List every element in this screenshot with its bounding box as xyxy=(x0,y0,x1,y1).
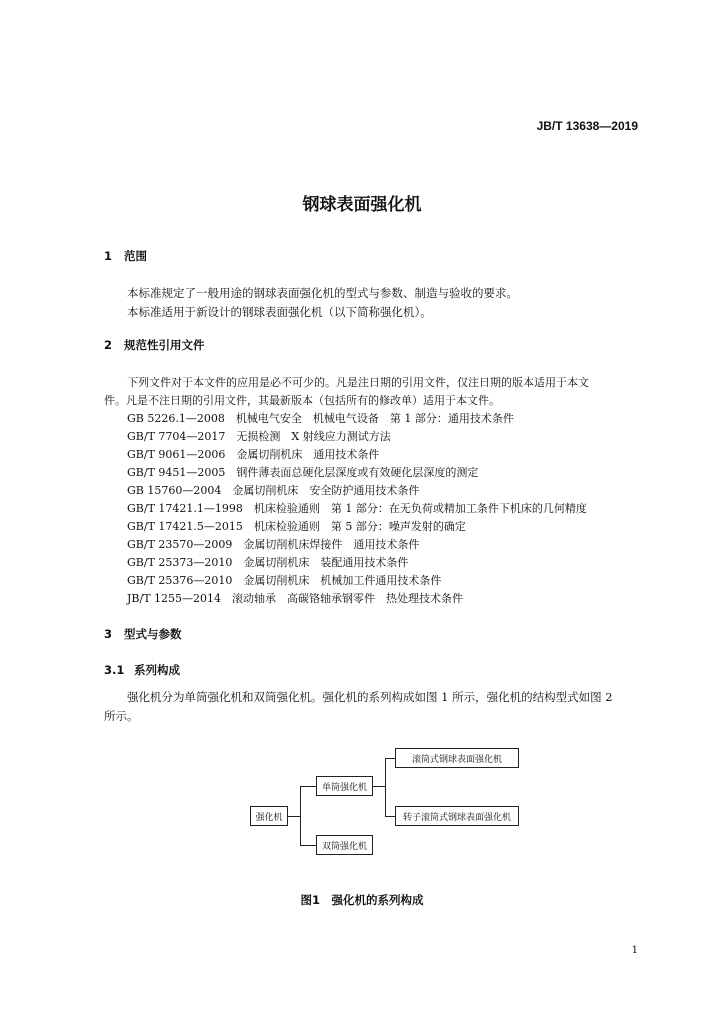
reference-item: GB/T 25373—2010 金属切削机床 装配通用技术条件 xyxy=(127,556,409,569)
section-2-intro-line-1: 下列文件对于本文件的应用是必不可少的。凡是注日期的引用文件，仅注日期的版本适用于本文 xyxy=(127,376,589,389)
section-1-heading xyxy=(104,248,147,264)
reference-item: GB/T 23570—2009 金属切削机床焊接件 通用技术条件 xyxy=(127,538,420,551)
connector-line xyxy=(300,786,316,787)
section-1-paragraph-1: 本标准规定了一般用途的钢球表面强化机的型式与参数、制造与验收的要求。 xyxy=(127,286,518,300)
reference-item: GB 5226.1—2008 机械电气安全 机械电气设备 第 1 部分：通用技术条件 xyxy=(127,412,514,425)
section-number: 2 xyxy=(104,338,113,352)
connector-line xyxy=(385,758,386,817)
reference-item: GB 15760—2004 金属切削机床 安全防护通用技术条件 xyxy=(127,484,420,497)
section-number: 1 xyxy=(104,249,113,263)
subsection-3-1-line-1: 强化机分为单筒强化机和双筒强化机。强化机的系列构成如图 1 所示，强化机的结构型式如图 2 xyxy=(127,690,613,704)
diagram-double-drum-node: 双筒强化机 xyxy=(316,835,373,855)
subsection-3-1-heading xyxy=(104,662,180,678)
document-number: JB/T 13638—2019 xyxy=(536,119,638,133)
reference-item: GB/T 7704—2017 无损检测 X 射线应力测试方法 xyxy=(127,430,391,443)
subsection-3-1-line-2: 所示。 xyxy=(104,709,139,723)
connector-line xyxy=(385,816,395,817)
diagram-rotor-drum-type-node: 转子滚筒式钢球表面强化机 xyxy=(395,806,519,826)
reference-item: GB/T 17421.5—2015 机床检验通则 第 5 部分：噪声发射的确定 xyxy=(127,520,466,533)
section-3-heading xyxy=(104,626,182,642)
page-title: 钢球表面强化机 xyxy=(302,195,422,215)
connector-line xyxy=(373,786,385,787)
section-number: 3 xyxy=(104,627,113,641)
subsection-title: 系列构成 xyxy=(134,663,180,677)
connector-line xyxy=(300,786,301,846)
diagram-root-node: 强化机 xyxy=(250,806,288,826)
section-title: 规范性引用文件 xyxy=(124,338,205,352)
section-2-heading xyxy=(104,337,205,353)
diagram-single-drum-node: 单筒强化机 xyxy=(316,776,373,796)
section-2-intro-line-2: 件。凡是不注日期的引用文件，其最新版本（包括所有的修改单）适用于本文件。 xyxy=(104,394,500,407)
reference-item: GB/T 9061—2006 金属切削机床 通用技术条件 xyxy=(127,448,380,461)
reference-item: GB/T 9451—2005 钢件薄表面总硬化层深度或有效硬化层深度的测定 xyxy=(127,466,479,479)
section-1-paragraph-2: 本标准适用于新设计的钢球表面强化机（以下简称强化机）。 xyxy=(127,305,432,319)
diagram-drum-type-node: 滚筒式钢球表面强化机 xyxy=(395,748,519,768)
reference-item: JB/T 1255—2014 滚动轴承 高碳铬轴承钢零件 热处理技术条件 xyxy=(127,592,464,605)
page-number: 1 xyxy=(631,945,638,956)
reference-item: GB/T 17421.1—1998 机床检验通则 第 1 部分：在无负荷或精加工条件下机床的几何精度 xyxy=(127,502,587,515)
figure-caption: 图1 强化机的系列构成 xyxy=(300,893,424,907)
connector-line xyxy=(300,845,316,846)
connector-line xyxy=(385,758,395,759)
section-title: 型式与参数 xyxy=(124,627,182,641)
subsection-number: 3.1 xyxy=(104,663,125,677)
section-title: 范围 xyxy=(124,249,147,263)
connector-line xyxy=(288,816,300,817)
reference-item: GB/T 25376—2010 金属切削机床 机械加工件通用技术条件 xyxy=(127,574,442,587)
